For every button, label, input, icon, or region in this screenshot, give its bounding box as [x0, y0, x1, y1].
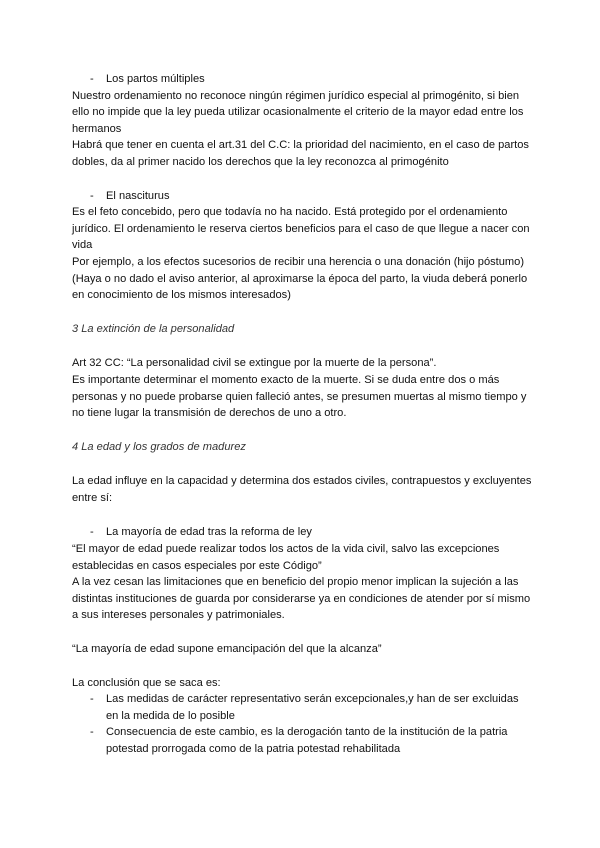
- paragraph: La conclusión que se saca es:: [72, 676, 221, 689]
- quote-paragraph: “La mayoría de edad supone emancipación del que la alcanza”: [72, 643, 382, 656]
- bullet-text: Consecuencia de este cambio, es la derogación tanto de la institución de la patria potestad prorrogada como de la patria potestad rehabilitada: [106, 726, 508, 755]
- bullet-item: [72, 188, 532, 205]
- section-heading: 3 La extinción de la personalidad: [72, 322, 235, 335]
- quote-paragraph: “El mayor de edad puede realizar todos los actos de la vida civil, salvo las excepciones establecidas en casos especiales por este Código”: [72, 543, 500, 572]
- document-page: [72, 71, 532, 758]
- paragraph: Art 32 CC: “La personalidad civil se extingue por la muerte de la persona”.: [72, 357, 437, 370]
- paragraph: Por ejemplo, a los efectos sucesorios de recibir una herencia o una donación (hijo póstumo) (Haya o no dado el aviso anterior, al aproximarse la época del parto, la viuda deberá ponerlo en conocimiento de los mismos interesados): [72, 255, 528, 302]
- bullet-dash: -: [90, 73, 94, 85]
- bullet-item: [72, 691, 532, 724]
- paragraph: Es el feto concebido, pero que todavía no ha nacido. Está protegido por el ordenamiento jurídico. El ordenamiento le reserva ciertos beneficios para el caso de que llegue a nacer con vida: [72, 206, 530, 252]
- bullet-dash: -: [90, 189, 94, 202]
- paragraph: Nuestro ordenamiento no reconoce ningún régimen jurídico especial al primogénito, si bien ello no impide que la ley pueda utilizar ocasionalmente el criterio de la mayor edad entre los hermanos: [72, 89, 524, 135]
- paragraph: La edad influye en la capacidad y determina dos estados civiles, contrapuestos y excluyentes entre sí:: [72, 475, 532, 504]
- bullet-item: [72, 71, 532, 88]
- bullet-item: [72, 524, 532, 541]
- bullet-text: Los partos múltiples: [106, 73, 205, 85]
- bullet-dash: -: [90, 726, 94, 739]
- bullet-text: La mayoría de edad tras la reforma de ley: [106, 526, 312, 539]
- bullet-dash: -: [90, 693, 94, 706]
- paragraph: A la vez cesan las limitaciones que en beneficio del propio menor implican la sujeción a las distintas instituciones de guarda por considerarse ya en condiciones de atender por sí mismo a sus intereses personales y patrimoniales.: [72, 576, 531, 622]
- section-heading: 4 La edad y los grados de madurez: [72, 440, 246, 453]
- bullet-text: Las medidas de carácter representativo serán excepcionales,y han de ser excluidas en la medida de lo posible: [106, 693, 519, 722]
- bullet-item: [72, 724, 532, 757]
- paragraph: Habrá que tener en cuenta el art.31 del C.C: la prioridad del nacimiento, en el caso de partos dobles, da al primer nacido los derechos que la ley reconozca al primogénito: [72, 139, 529, 168]
- bullet-text: El nasciturus: [106, 189, 170, 202]
- bullet-dash: -: [90, 526, 94, 539]
- paragraph: Es importante determinar el momento exacto de la muerte. Si se duda entre dos o más personas y no puede probarse quien falleció antes, se presumen muertas al mismo tiempo y no tiene lugar la transmisión de derechos de uno a otro.: [72, 373, 527, 420]
